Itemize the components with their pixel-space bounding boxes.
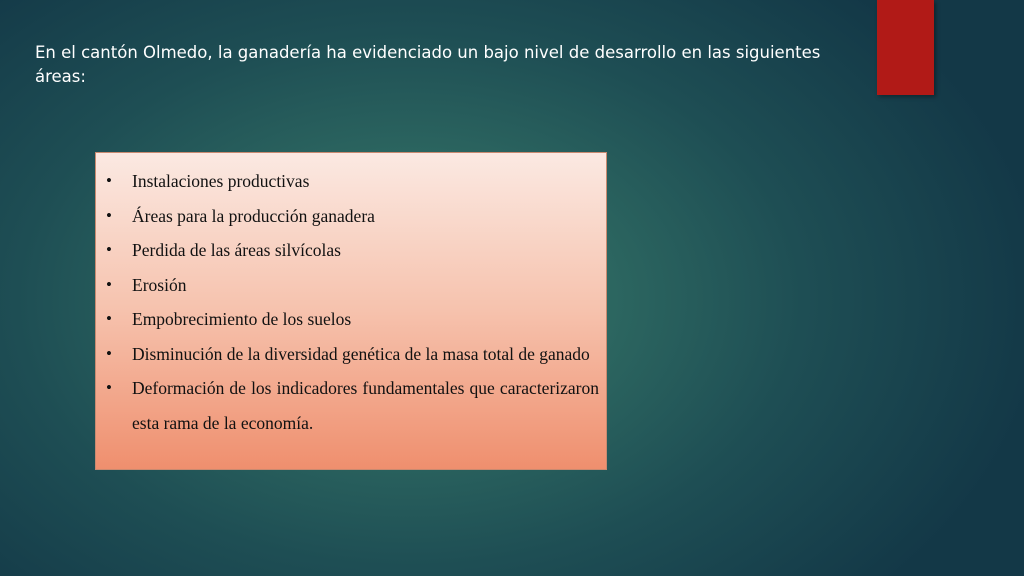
list-item-text: Disminución de la diversidad genética de la masa total de ganado bbox=[132, 343, 590, 364]
list-item-text: Deformación de los indicadores fundamentales que caracterizaron esta rama de la economía. bbox=[132, 378, 599, 433]
list-item bbox=[104, 302, 599, 337]
list-item-text: Áreas para la producción ganadera bbox=[132, 205, 375, 226]
bullet-icon: • bbox=[106, 378, 112, 397]
slide-title: En el cantón Olmedo, la ganadería ha evidenciado un bajo nivel de desarrollo en las siguientes áreas: bbox=[35, 43, 821, 86]
bullet-icon: • bbox=[106, 309, 112, 328]
bullet-icon: • bbox=[106, 205, 112, 225]
list-item bbox=[104, 337, 599, 372]
list-item-text: Instalaciones productivas bbox=[132, 171, 310, 191]
accent-bar bbox=[877, 0, 934, 95]
bullet-list-box bbox=[95, 152, 607, 470]
list-item bbox=[104, 164, 599, 199]
list-item-text: Empobrecimiento de los suelos bbox=[132, 309, 352, 329]
list-item bbox=[104, 268, 599, 303]
bullet-icon: • bbox=[106, 240, 112, 259]
list-item bbox=[104, 233, 599, 268]
bullet-icon: • bbox=[106, 343, 112, 363]
list-item bbox=[104, 199, 599, 234]
bullet-icon: • bbox=[106, 171, 112, 190]
bullet-icon: • bbox=[106, 274, 112, 294]
list-item-text: Erosión bbox=[132, 274, 187, 295]
list-item bbox=[104, 371, 599, 440]
bullet-list bbox=[104, 164, 599, 440]
list-item-text: Perdida de las áreas silvícolas bbox=[132, 240, 341, 260]
